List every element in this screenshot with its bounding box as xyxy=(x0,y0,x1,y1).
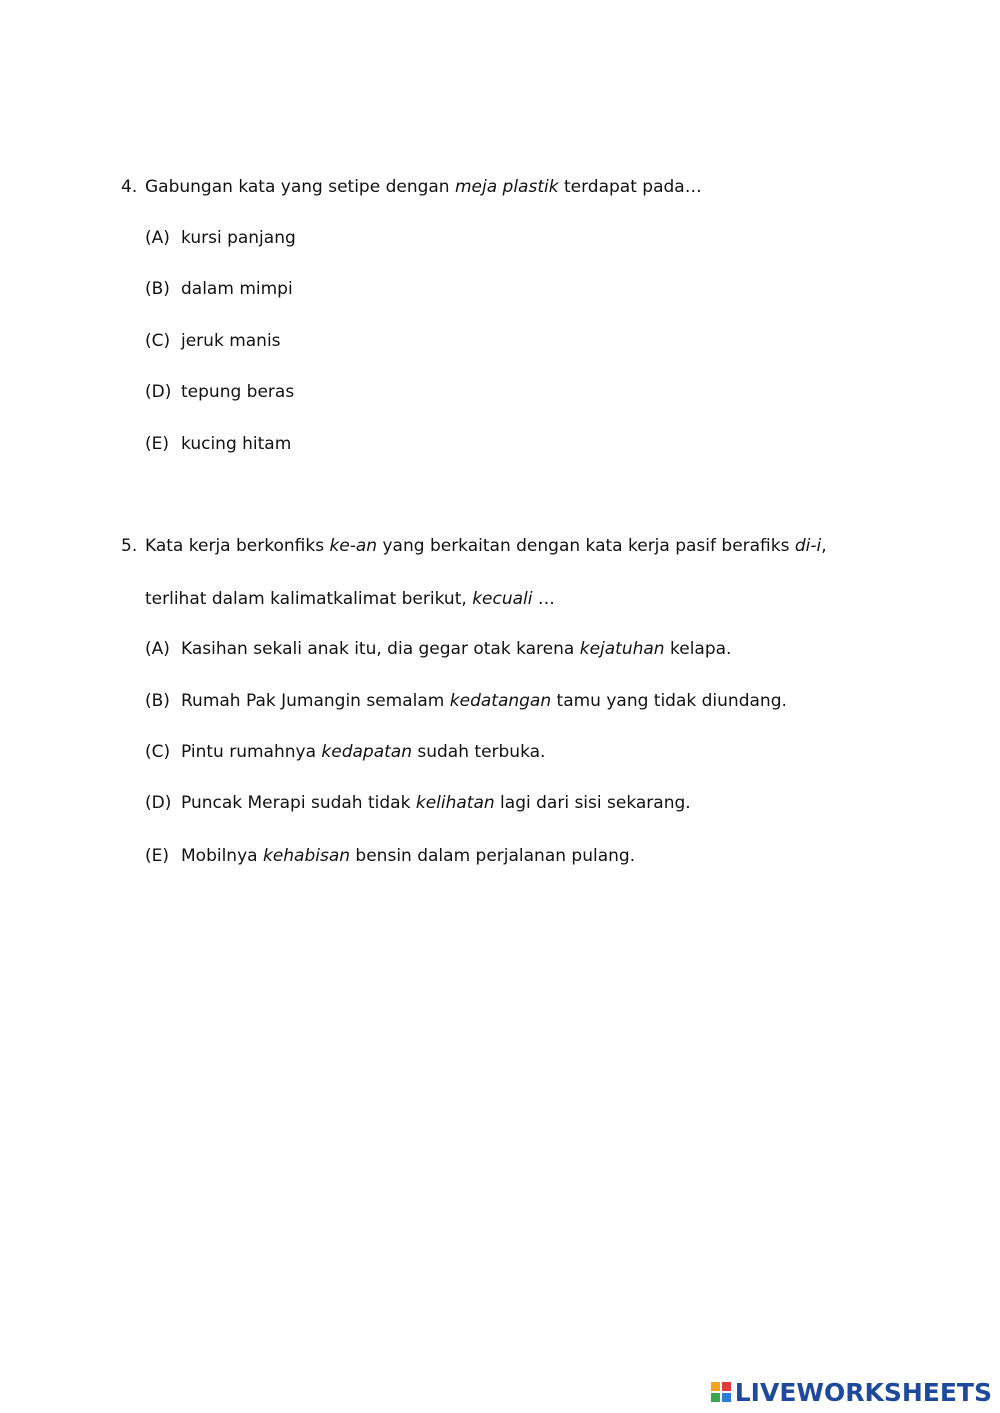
question-4-stem: 4. Gabungan kata yang setipe dengan meja plastik terdapat pada… xyxy=(121,177,702,197)
question-5-stem-line-1: 5. Kata kerja berkonfiks ke-an yang berkaitan dengan kata kerja pasif berafiks di-i, xyxy=(121,536,827,556)
question-5-option-c: (C) Pintu rumahnya kedapatan sudah terbuka. xyxy=(145,742,546,762)
logo-square-icon xyxy=(711,1393,720,1402)
question-4-option-b: (B) dalam mimpi xyxy=(145,279,293,299)
liveworksheets-logo xyxy=(711,1377,992,1407)
question-5-option-b: (B) Rumah Pak Jumangin semalam kedatangan tamu yang tidak diundang. xyxy=(145,691,787,711)
question-4-option-d: (D) tepung beras xyxy=(145,382,295,402)
logo-square-icon xyxy=(711,1382,720,1391)
logo-square-icon xyxy=(722,1393,731,1402)
liveworksheets-logo-icon xyxy=(711,1382,731,1402)
liveworksheets-logo-text: LIVEWORKSHEETS xyxy=(734,1377,992,1407)
question-5-option-e: (E) Mobilnya kehabisan bensin dalam perjalanan pulang. xyxy=(145,846,636,866)
question-4-number: 4. xyxy=(121,177,138,197)
logo-square-icon xyxy=(722,1382,731,1391)
question-5-number: 5. xyxy=(121,536,138,556)
question-5-option-d: (D) Puncak Merapi sudah tidak kelihatan lagi dari sisi sekarang. xyxy=(145,793,691,813)
question-5-option-a: (A) Kasihan sekali anak itu, dia gegar otak karena kejatuhan kelapa. xyxy=(145,639,732,659)
question-5-stem-line-2: terlihat dalam kalimatkalimat berikut, kecuali … xyxy=(145,589,555,609)
question-4-option-c: (C) jeruk manis xyxy=(145,331,281,351)
question-4-option-e: (E) kucing hitam xyxy=(145,434,292,454)
question-4-option-a: (A) kursi panjang xyxy=(145,228,296,248)
